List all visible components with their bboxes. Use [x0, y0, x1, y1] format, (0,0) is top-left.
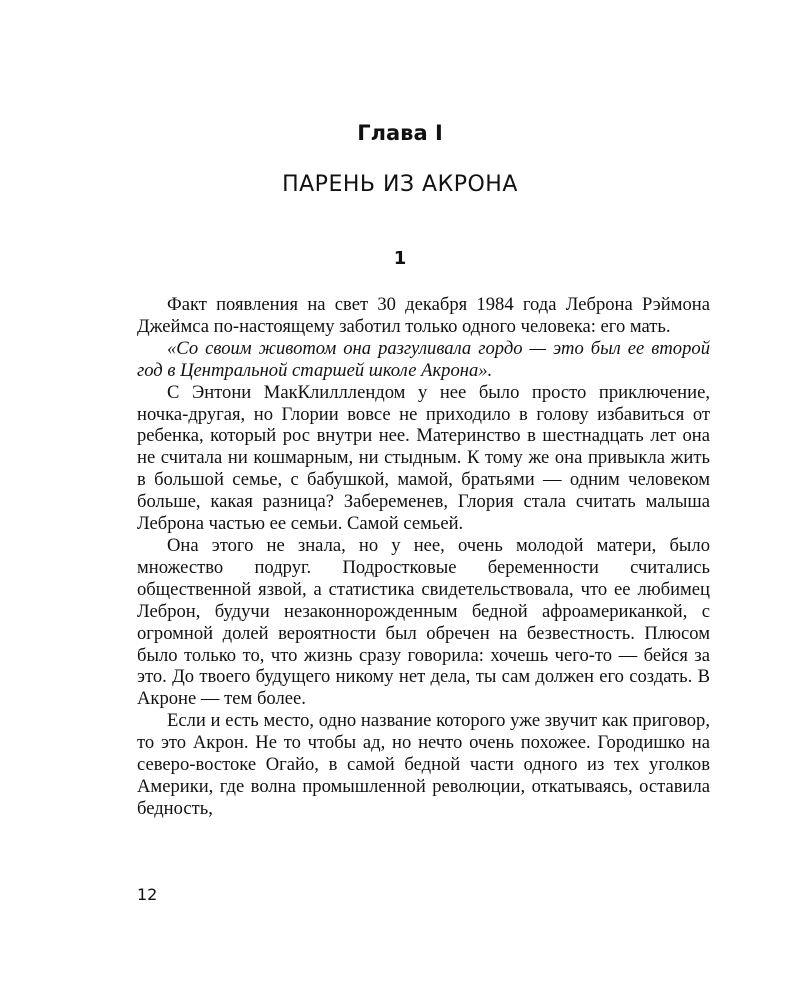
paragraph-quote: «Со своим животом она разгуливала гордо — это был ее второй год в Центральной старшей школе Акрона».: [137, 337, 710, 381]
paragraph: Она этого не знала, но у нее, очень молодой матери, было множество подруг. Подростковые беременности считались общественной язвой, а статистика свидетельствовала, что ее любимец Леброн, будучи незаконнорожденным бедной афроамериканкой, с огромной долей вероятности был обречен на безвестность. Плюсом было только то, что жизнь сразу говорила: хочешь чего-то — бейся за это. До твоего будущего никому нет дела, ты сам должен его создать. В Акроне — тем более.: [137, 534, 710, 710]
body-text: [137, 294, 710, 820]
paragraph: Если и есть место, одно название которого уже звучит как приговор, то это Акрон. Не то чтобы ад, но нечто очень похожее. Городишко на северо-востоке Огайо, в самой бедной части одного из тех уголков Америки, где волна промышленной революции, откатываясь, оставила бедность,: [137, 710, 710, 819]
chapter-title: ПАРЕНЬ ИЗ АКРОНА: [282, 172, 518, 197]
page-number: 12: [137, 885, 158, 904]
paragraph: С Энтони МакКлилллендом у нее было просто приключение, ночка-другая, но Глории вовсе не приходило в голову избавиться от ребенка, который рос внутри нее. Материнство в шестнадцать лет она не считала ни кошмарным, ни стыдным. К тому же она привыкла жить в большой семье, с бабушкой, мамой, братьями — одним человеком больше, какая разница? Забеременев, Глория стала считать малыша Леброна частью ее семьи. Самой семьей.: [137, 381, 710, 535]
chapter-label: Глава I: [357, 121, 443, 145]
paragraph: Факт появления на свет 30 декабря 1984 года Леброна Рэймона Джеймса по-настоящему заботил только одного человека: его мать.: [137, 294, 710, 337]
section-number: 1: [393, 248, 407, 269]
